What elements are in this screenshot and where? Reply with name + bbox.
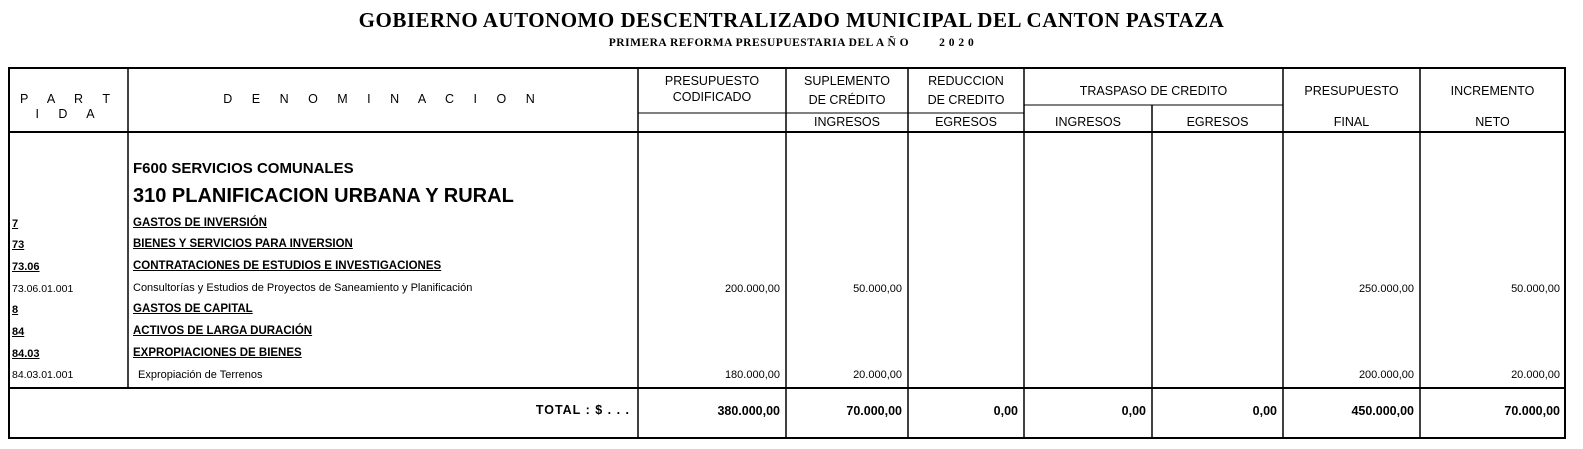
subtitle-text: PRIMERA REFORMA PRESUPUESTARIA DEL A Ñ O <box>608 37 910 49</box>
total-traspaso-egresos: 0,00 <box>1252 404 1277 418</box>
row-code: 84 <box>12 326 25 338</box>
total-label: TOTAL : $ . . . <box>535 403 630 417</box>
total-codificado: 380.000,00 <box>717 404 780 418</box>
header-suplemento-line2: DE CRÉDITO <box>808 93 886 107</box>
row-description: GASTOS DE CAPITAL <box>133 303 253 315</box>
row-code: 73 <box>12 239 25 251</box>
total-final: 450.000,00 <box>1351 404 1414 418</box>
row-code: 8 <box>12 304 19 316</box>
row-incremento: 20.000,00 <box>1511 369 1560 381</box>
row-suplemento: 20.000,00 <box>853 369 902 381</box>
document-title: GOBIERNO AUTONOMO DESCENTRALIZADO MUNICIPAL DEL CANTON PASTAZA <box>358 8 1225 32</box>
budget-table <box>8 67 1566 439</box>
total-incremento: 70.000,00 <box>1504 404 1560 418</box>
total-reduccion: 0,00 <box>993 404 1018 418</box>
row-description: ACTIVOS DE LARGA DURACIÓN <box>133 325 313 337</box>
row-code: 84.03 <box>12 348 40 360</box>
header-partida: P A R T I D A <box>20 92 118 121</box>
row-codificado: 180.000,00 <box>724 369 780 381</box>
subtitle-year: 2 0 2 0 <box>939 37 975 49</box>
row-codificado: 200.000,00 <box>724 283 780 295</box>
header-reduccion-line2: DE CREDITO <box>927 93 1005 107</box>
total-suplemento: 70.000,00 <box>846 404 902 418</box>
row-suplemento: 50.000,00 <box>853 283 902 295</box>
row-code: 73.06.01.001 <box>12 283 74 295</box>
row-description: EXPROPIACIONES DE BIENES <box>133 347 302 359</box>
row-description: GASTOS DE INVERSIÓN <box>133 217 267 229</box>
row-code: 7 <box>12 218 19 230</box>
header-traspaso: TRASPASO DE CREDITO <box>1079 84 1228 98</box>
row-description: BIENES Y SERVICIOS PARA INVERSION <box>133 238 353 250</box>
header-incremento-line1: INCREMENTO <box>1450 84 1535 98</box>
total-traspaso-ingresos: 0,00 <box>1121 404 1146 418</box>
row-description: CONTRATACIONES DE ESTUDIOS E INVESTIGACIONES <box>133 260 442 272</box>
row-code: 73.06 <box>12 261 40 273</box>
header-presupuesto-codificado-line1: PRESUPUESTO <box>664 74 760 88</box>
header-presupuesto-final-line1: PRESUPUESTO <box>1304 84 1399 98</box>
header-traspaso-ingresos: INGRESOS <box>1055 115 1121 129</box>
program-title: F600 SERVICIOS COMUNALES <box>133 160 354 177</box>
document-subtitle <box>0 37 1583 49</box>
header-traspaso-egresos: EGRESOS <box>1186 115 1249 129</box>
row-final: 250.000,00 <box>1358 283 1414 295</box>
header-incremento-line2: NETO <box>1475 115 1510 129</box>
row-description: Expropiación de Terrenos <box>138 369 263 381</box>
row-code: 84.03.01.001 <box>12 369 74 381</box>
row-final: 200.000,00 <box>1358 369 1414 381</box>
header-presupuesto-final-line2: FINAL <box>1333 115 1370 129</box>
header-suplemento-ingresos: INGRESOS <box>814 115 880 129</box>
header-reduccion-egresos: EGRESOS <box>935 115 997 129</box>
header-denominacion: D E N O M I N A C I O N <box>223 92 543 106</box>
subprogram-title: 310 PLANIFICACION URBANA Y RURAL <box>133 185 514 207</box>
row-description: Consultorías y Estudios de Proyectos de Saneamiento y Planificación <box>133 282 473 294</box>
row-incremento: 50.000,00 <box>1511 283 1560 295</box>
header-suplemento-line1: SUPLEMENTO <box>804 74 890 88</box>
header-reduccion-line1: REDUCCION <box>928 74 1004 88</box>
header-presupuesto-codificado-line2: CODIFICADO <box>672 90 752 104</box>
